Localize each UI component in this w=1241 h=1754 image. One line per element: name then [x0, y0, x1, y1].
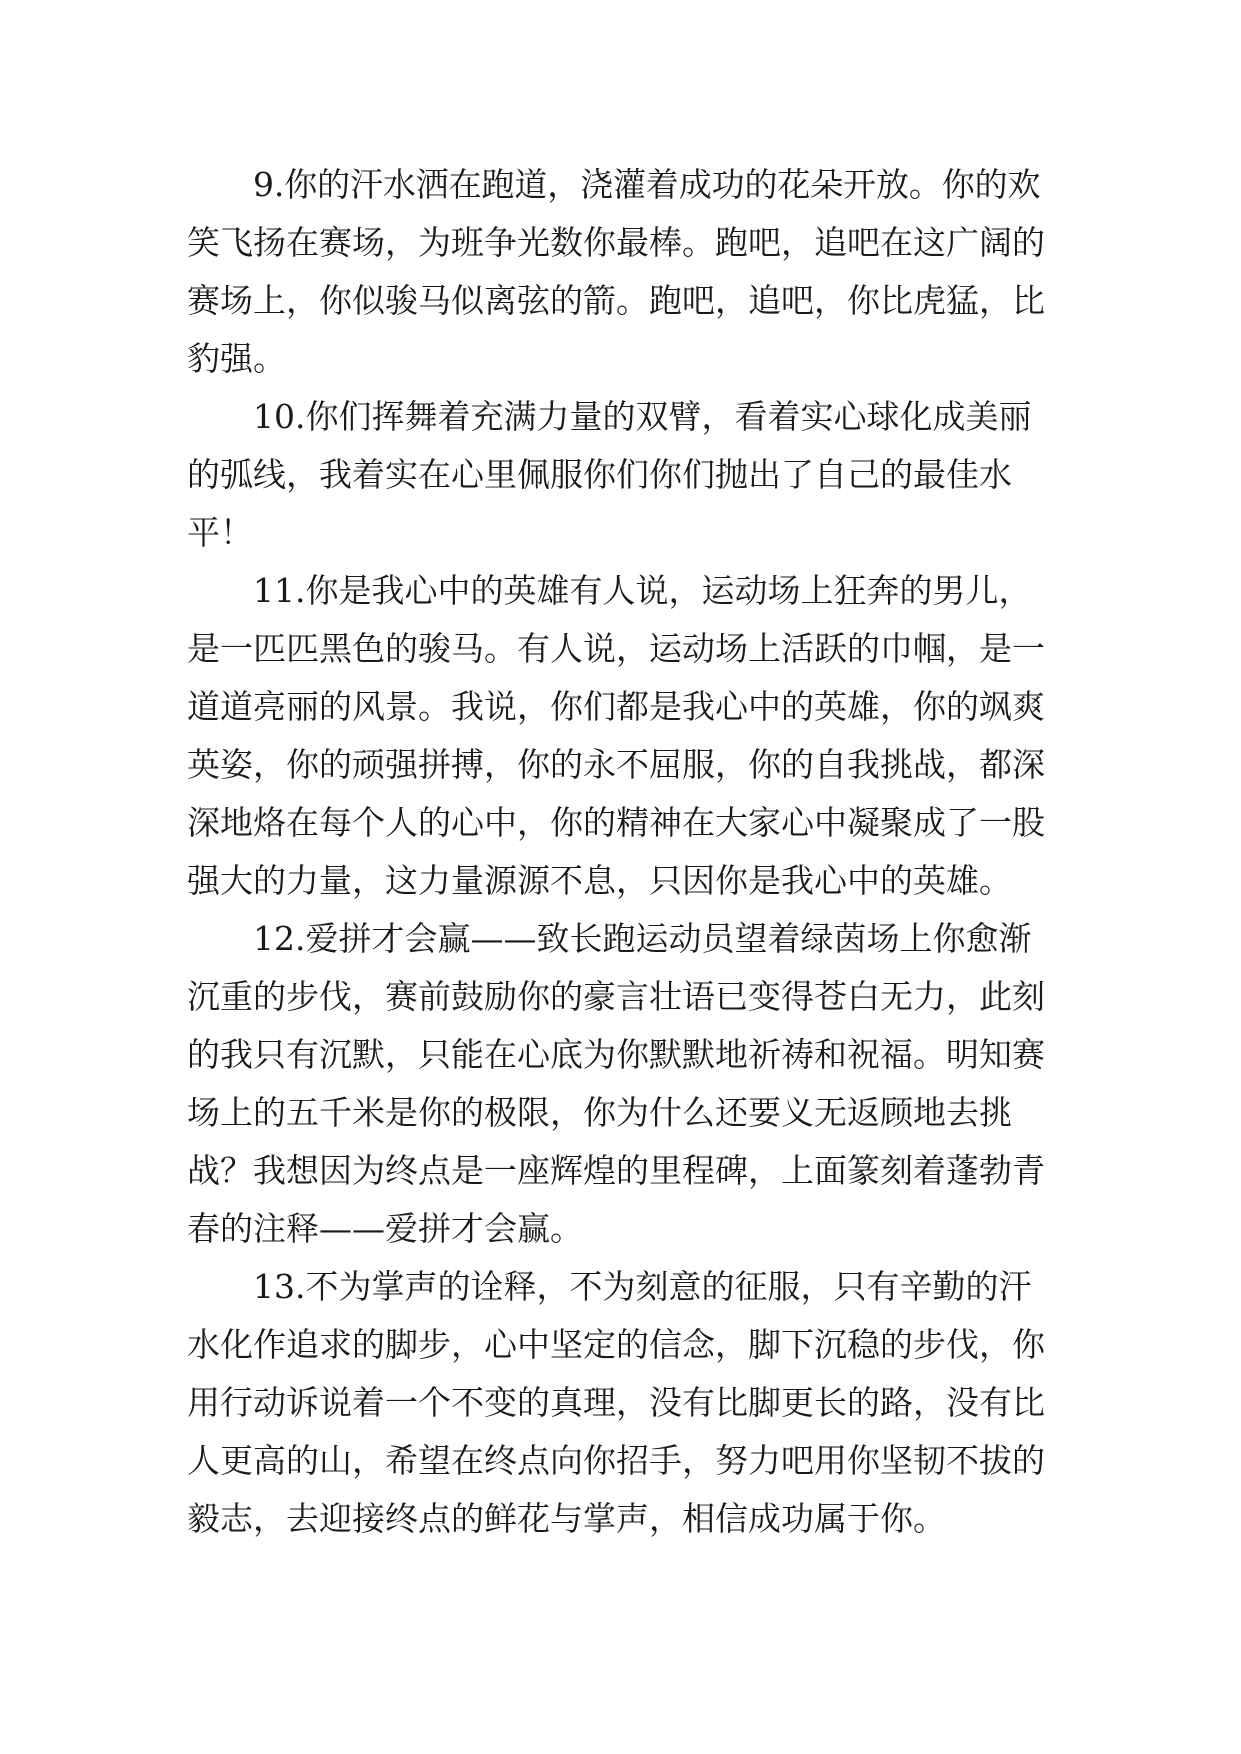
paragraph-13-line-2: 水化作追求的脚步，心中坚定的信念，脚下沉稳的步伐，你: [187, 1325, 1045, 1364]
paragraph-9-line-3: 赛场上，你似骏马似离弦的箭。跑吧，追吧，你比虎猛，比: [187, 281, 1045, 320]
paragraph-12-line-4: 场上的五千米是你的极限，你为什么还要义无返顾地去挑: [187, 1093, 1012, 1132]
paragraph-9-line-1: 9.你的汗水洒在跑道，浇灌着成功的花朵开放。你的欢: [253, 165, 1041, 204]
paragraph-10-line-1: 10.你们挥舞着充满力量的双臂，看着实心球化成美丽: [253, 397, 1032, 436]
paragraph-12-line-3: 的我只有沉默，只能在心底为你默默地祈祷和祝福。明知赛: [187, 1035, 1045, 1074]
paragraph-11-line-1: 11.你是我心中的英雄有人说，运动场上狂奔的男儿，: [253, 571, 1032, 610]
paragraph-12-line-2: 沉重的步伐，赛前鼓励你的豪言壮语已变得苍白无力，此刻: [187, 977, 1045, 1016]
paragraph-11-line-3: 道道亮丽的风景。我说，你们都是我心中的英雄，你的飒爽: [187, 687, 1045, 726]
paragraph-9-line-4: 豹强。: [187, 339, 286, 378]
paragraph-13-line-4: 人更高的山，希望在终点向你招手，努力吧用你坚韧不拔的: [187, 1441, 1045, 1480]
paragraph-10-line-3: 平！: [187, 513, 253, 552]
paragraph-9-line-2: 笑飞扬在赛场，为班争光数你最棒。跑吧，追吧在这广阔的: [187, 223, 1045, 262]
paragraph-12-line-5: 战？我想因为终点是一座辉煌的里程碑，上面篆刻着蓬勃青: [187, 1151, 1045, 1190]
paragraph-11-line-2: 是一匹匹黑色的骏马。有人说，运动场上活跃的巾帼，是一: [187, 629, 1045, 668]
paragraph-11-line-5: 深地烙在每个人的心中，你的精神在大家心中凝聚成了一股: [187, 803, 1045, 842]
paragraph-11-line-6: 强大的力量，这力量源源不息，只因你是我心中的英雄。: [187, 861, 1012, 900]
paragraph-12-line-6: 春的注释——爱拼才会赢。: [187, 1209, 583, 1248]
paragraph-13-line-5: 毅志，去迎接终点的鲜花与掌声，相信成功属于你。: [187, 1499, 946, 1538]
paragraph-13-line-1: 13.不为掌声的诠释，不为刻意的征服，只有辛勤的汗: [253, 1267, 1032, 1306]
paragraph-12-line-1: 12.爱拼才会赢——致长跑运动员望着绿茵场上你愈渐: [253, 919, 1032, 958]
paragraph-10-line-2: 的弧线，我着实在心里佩服你们你们抛出了自己的最佳水: [187, 455, 1012, 494]
paragraph-13-line-3: 用行动诉说着一个不变的真理，没有比脚更长的路，没有比: [187, 1383, 1045, 1422]
paragraph-11-line-4: 英姿，你的顽强拼搏，你的永不屈服，你的自我挑战，都深: [187, 745, 1045, 784]
